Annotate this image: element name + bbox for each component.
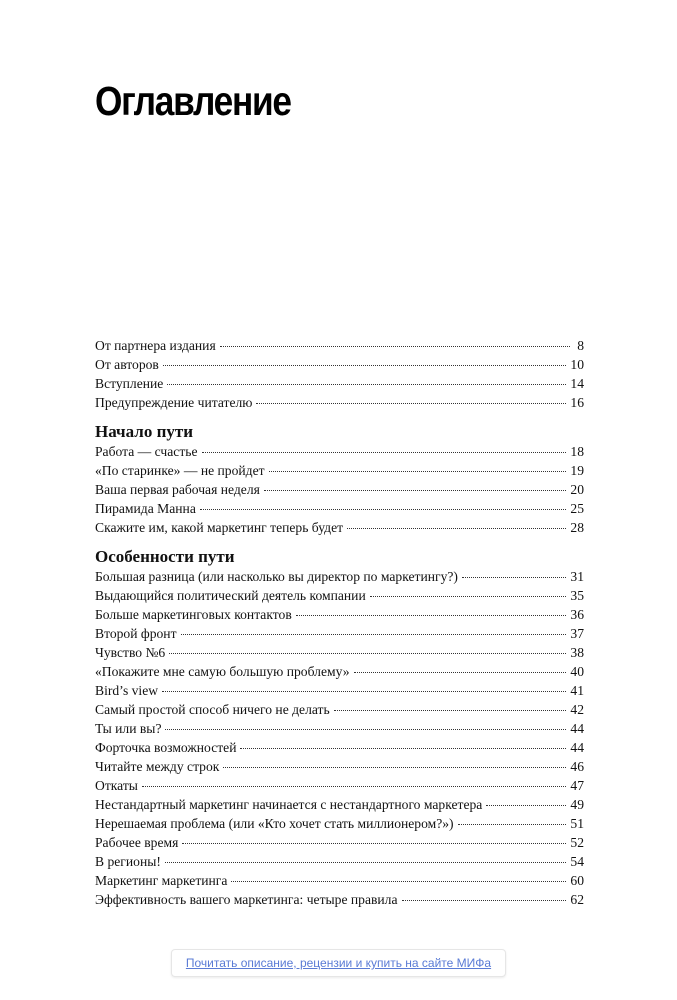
toc-entry-page: 20 xyxy=(570,482,584,497)
toc-entry-page: 31 xyxy=(570,569,584,584)
dot-leader xyxy=(165,862,567,863)
page-title: Оглавление xyxy=(95,78,291,124)
dot-leader xyxy=(223,767,566,768)
toc-entry-page: 40 xyxy=(570,664,584,679)
toc-entry-page: 14 xyxy=(570,376,584,391)
toc-entry xyxy=(95,890,584,909)
toc-entry xyxy=(95,336,584,355)
toc-entry-page: 46 xyxy=(570,759,584,774)
toc-entry-page: 49 xyxy=(570,797,584,812)
toc-entry-page: 8 xyxy=(577,338,584,353)
dot-leader xyxy=(370,596,567,597)
toc-entry-title: Выдающийся политический деятель компании xyxy=(95,588,366,603)
toc-entry xyxy=(95,795,584,814)
toc-entry xyxy=(95,393,584,412)
dot-leader xyxy=(334,710,567,711)
toc-entry-title: Ваша первая рабочая неделя xyxy=(95,482,260,497)
toc-entry xyxy=(95,518,584,537)
toc-entry-page: 38 xyxy=(570,645,584,660)
toc-entry xyxy=(95,757,584,776)
toc-entry-title: «Покажите мне самую большую проблему» xyxy=(95,664,350,679)
toc-entry-title: Чувство №6 xyxy=(95,645,166,660)
toc-entry-title: Ты или вы? xyxy=(95,721,162,736)
dot-leader xyxy=(240,748,566,749)
toc-entry xyxy=(95,355,584,374)
dot-leader xyxy=(269,471,567,472)
toc-entry-title: Рабочее время xyxy=(95,835,179,850)
dot-leader xyxy=(162,691,566,692)
toc-entry xyxy=(95,567,584,586)
toc-entry-page: 47 xyxy=(570,778,584,793)
section-heading: Начало пути xyxy=(95,422,194,441)
dot-leader xyxy=(231,881,566,882)
toc-entry-title: Читайте между строк xyxy=(95,759,220,774)
toc-entry xyxy=(95,442,584,461)
toc-entry-page: 41 xyxy=(570,683,584,698)
dot-leader xyxy=(165,729,566,730)
dot-leader xyxy=(202,452,567,453)
toc-entry-page: 62 xyxy=(570,892,584,907)
section-heading: Особенности пути xyxy=(95,547,235,566)
toc-entry xyxy=(95,605,584,624)
dot-leader xyxy=(486,805,566,806)
dot-leader xyxy=(220,346,570,347)
toc-entry xyxy=(95,681,584,700)
toc-entry-page: 10 xyxy=(570,357,584,372)
toc-entry-page: 25 xyxy=(570,501,584,516)
toc-entry-page: 42 xyxy=(570,702,584,717)
toc-entry-title: Больше маркетинговых контактов xyxy=(95,607,292,622)
toc-entry-title: Откаты xyxy=(95,778,138,793)
toc-entry xyxy=(95,776,584,795)
toc-entry-page: 37 xyxy=(570,626,584,641)
toc-entry-title: Работа — счастье xyxy=(95,444,198,459)
toc-entry xyxy=(95,461,584,480)
toc-entry-title: Маркетинг маркетинга xyxy=(95,873,228,888)
dot-leader xyxy=(163,365,567,366)
toc-entry-title: Эффективность вашего маркетинга: четыре правила xyxy=(95,892,398,907)
toc-entry-title: Скажите им, какой маркетинг теперь будет xyxy=(95,520,344,535)
dot-leader xyxy=(181,634,567,635)
toc-entry-title: Нерешаемая проблема (или «Кто хочет стать миллионером?») xyxy=(95,816,454,831)
dot-leader xyxy=(462,577,566,578)
toc-entry-page: 52 xyxy=(570,835,584,850)
dot-leader xyxy=(142,786,566,787)
dot-leader xyxy=(347,528,566,529)
toc-entry-page: 16 xyxy=(570,395,584,410)
toc-entry-title: «По старинке» — не пройдет xyxy=(95,463,265,478)
toc-entry-page: 54 xyxy=(570,854,584,869)
toc-entry-title: Большая разница (или насколько вы директор по маркетингу?) xyxy=(95,569,458,584)
toc-entry xyxy=(95,480,584,499)
toc-entry-title: Пирамида Манна xyxy=(95,501,196,516)
toc-entry xyxy=(95,662,584,681)
toc-entry-title: От партнера издания xyxy=(95,338,216,353)
dot-leader xyxy=(354,672,567,673)
dot-leader xyxy=(167,384,566,385)
toc-entry xyxy=(95,624,584,643)
toc-entry-title: Второй фронт xyxy=(95,626,177,641)
toc-entry-page: 28 xyxy=(570,520,584,535)
dot-leader xyxy=(402,900,567,901)
toc-entry-title: Нестандартный маркетинг начинается с нестандартного маркетера xyxy=(95,797,483,812)
toc-entry xyxy=(95,719,584,738)
toc-entry-page: 60 xyxy=(570,873,584,888)
toc-entry xyxy=(95,374,584,393)
table-of-contents xyxy=(95,336,584,909)
toc-entry-page: 35 xyxy=(570,588,584,603)
toc-entry-title: Вступление xyxy=(95,376,164,391)
toc-entry-title: От авторов xyxy=(95,357,159,372)
toc-entry-page: 19 xyxy=(570,463,584,478)
dot-leader xyxy=(264,490,567,491)
toc-entry-page: 51 xyxy=(570,816,584,831)
toc-entry-page: 44 xyxy=(570,721,584,736)
toc-entry xyxy=(95,643,584,662)
toc-entry-page: 36 xyxy=(570,607,584,622)
toc-entry xyxy=(95,700,584,719)
toc-entry xyxy=(95,852,584,871)
toc-entry-title: Предупреждение читателю xyxy=(95,395,253,410)
dot-leader xyxy=(169,653,566,654)
toc-entry-title: Форточка возможностей xyxy=(95,740,237,755)
toc-entry-title: В регионы! xyxy=(95,854,161,869)
toc-entry-title: Bird’s view xyxy=(95,683,159,698)
toc-entry-page: 18 xyxy=(570,444,584,459)
toc-entry xyxy=(95,586,584,605)
toc-entry xyxy=(95,499,584,518)
toc-entry xyxy=(95,871,584,890)
dot-leader xyxy=(200,509,567,510)
promo-link[interactable]: Почитать описание, рецензии и купить на сайте МИФа xyxy=(171,949,506,977)
toc-entry xyxy=(95,814,584,833)
dot-leader xyxy=(458,824,567,825)
toc-entry-page: 44 xyxy=(570,740,584,755)
toc-entry xyxy=(95,738,584,757)
dot-leader xyxy=(256,403,566,404)
toc-entry-title: Самый простой способ ничего не делать xyxy=(95,702,330,717)
dot-leader xyxy=(182,843,566,844)
dot-leader xyxy=(296,615,567,616)
toc-entry xyxy=(95,833,584,852)
